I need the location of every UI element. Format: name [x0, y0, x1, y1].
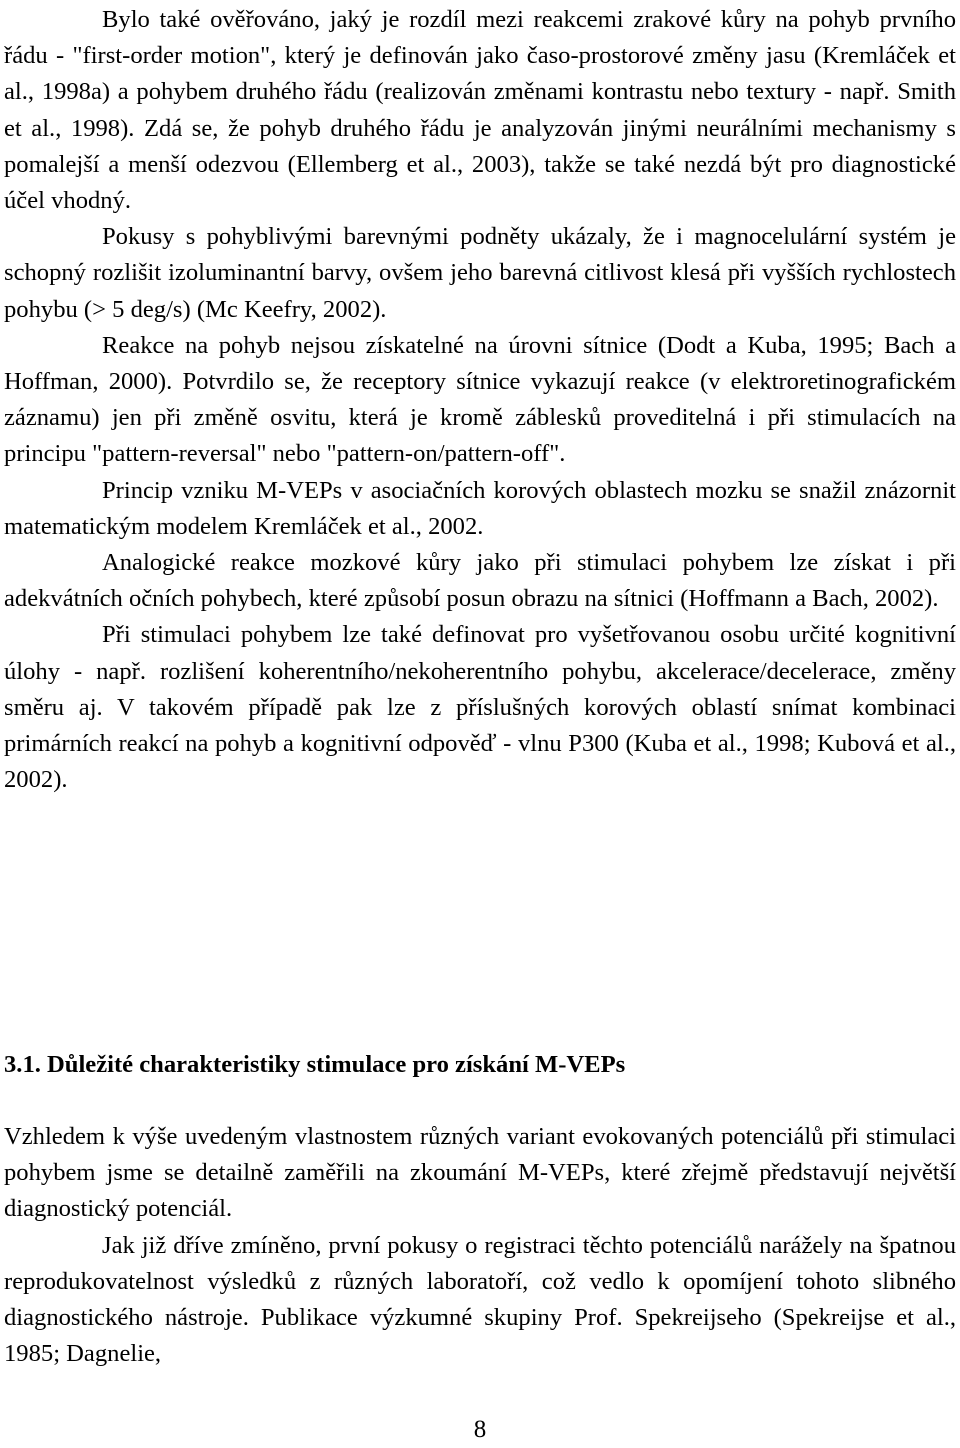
body-text-upper [4, 2, 956, 798]
paragraph-motion-order: Bylo také ověřováno, jaký je rozdíl mezi reakcemi zrakové kůry na pohyb prvního řádu - "first-order motion", který je definován jako časo-prostorové změny jasu (Kremláček et al., 1998a) a pohybem druhého řádu (realizován změnami kontrastu nebo textury - např. Smith et al., 1998). Zdá se, že pohyb druhého řádu je analyzován jinými neurálními mechanismy s pomalejší a menší odezvou (Ellemberg et al., 2003), takže se také nezdá být pro diagnostické účel vhodný. [4, 6, 956, 215]
paragraph-retina-reactions: Reakce na pohyb nejsou získatelné na úrovni sítnice (Dodt a Kuba, 1995; Bach a Hoffman, 2000). Potvrdilo se, že receptory sítnice vykazují reakce (v elektroretinografickém záznamu) jen při změně osvitu, která je kromě záblesků proveditelná i při stimulacích na principu "pattern-reversal" nebo "pattern-on/pattern-off". [4, 331, 956, 468]
paragraph-reproducibility: Jak již dříve zmíněno, první pokusy o registraci těchto potenciálů narážely na špatnou reprodukovatelnost výsledků z různých laboratoří, což vedlo k opomíjení tohoto slibného diagnostického nástroje. Publikace výzkumné skupiny Prof. Spekreijseho (Spekreijse et al., 1985; Dagnelie, [4, 1231, 956, 1368]
paragraph-cognitive-tasks: Při stimulaci pohybem lze také definovat pro vyšetřovanou osobu určité kognitivní úlohy - např. rozlišení koherentního/nekoherentního pohybu, akcelerace/decelerace, změny směru aj. V takovém případě pak lze z příslušných korových oblastí snímat kombinaci primárních reakcí na pohyb a kognitivní odpověď - vlnu P300 (Kuba et al., 1998; Kubová et al., 2002). [4, 621, 956, 794]
paragraph-mathematical-model: Princip vzniku M-VEPs v asociačních korových oblastech mozku se snažil znázornit matematickým modelem Kremláček et al., 2002. [4, 476, 956, 540]
paragraph-color-stimuli: Pokusy s pohyblivými barevnými podněty ukázaly, že i magnocelulární systém je schopný rozlišit izoluminantní barvy, ovšem jeho barevná citlivost klesá při vyšších rychlostech pohybu (> 5 deg/s) (Mc Keefry, 2002). [4, 223, 956, 323]
page-number: 8 [473, 1416, 487, 1443]
body-text-lower [4, 1119, 956, 1372]
paragraph-diagnostic-potential: Vzhledem k výše uvedeným vlastnostem různých variant evokovaných potenciálů při stimulaci pohybem jsme se detailně zaměřili na zkoumání M-VEPs, které zřejmě představují největší diagnostický potenciál. [4, 1123, 956, 1223]
section-heading: 3.1. Důležité charakteristiky stimulace pro získání M-VEPs [4, 1051, 626, 1078]
paragraph-eye-movements: Analogické reakce mozkové kůry jako při stimulaci pohybem lze získat i při adekvátních očních pohybech, které způsobí posun obrazu na sítnici (Hoffmann a Bach, 2002). [4, 549, 956, 613]
